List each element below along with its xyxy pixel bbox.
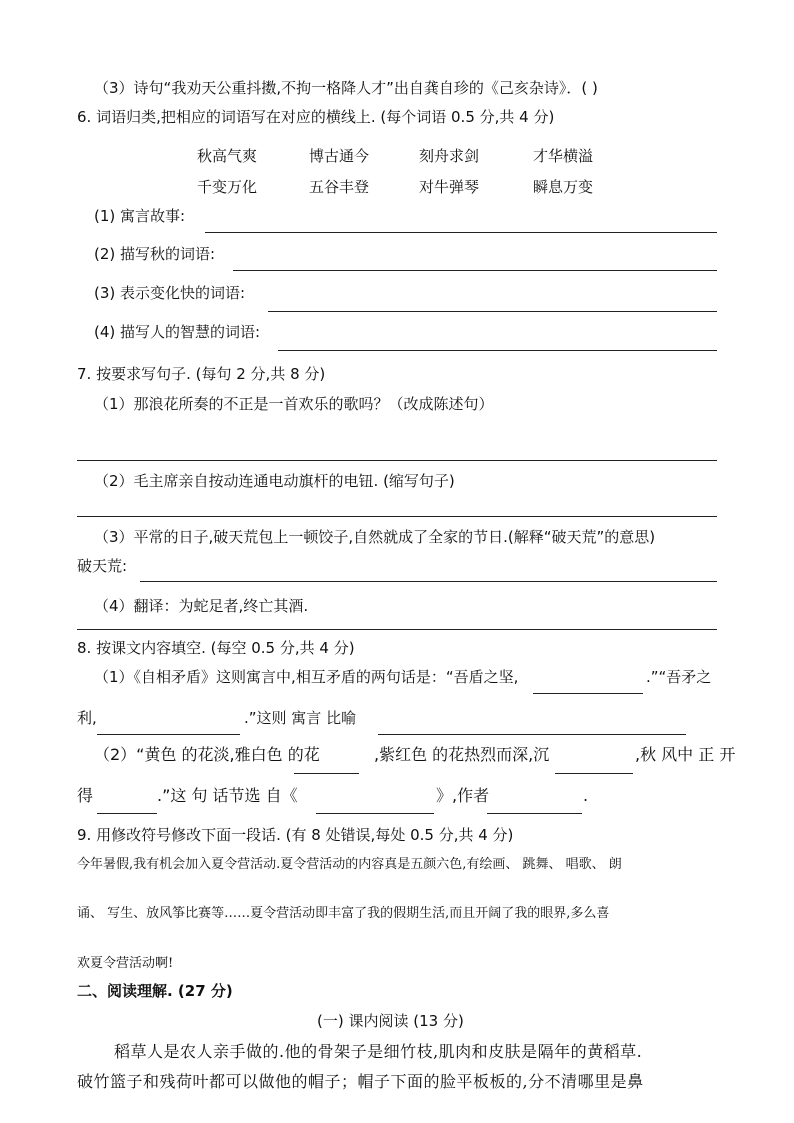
q8-line-4b: .”这 句 话节选 自《 (157, 786, 298, 805)
blank-line[interactable] (97, 813, 157, 814)
answer-line[interactable] (233, 270, 717, 271)
blank-line[interactable] (555, 773, 633, 774)
answer-line[interactable] (77, 460, 717, 461)
q6-item-4: (4) 描写人的智慧的词语: (94, 323, 261, 341)
q9-paragraph-line: 欢夏令营活动啊! (77, 956, 174, 971)
blank-line[interactable] (378, 734, 686, 735)
answer-line[interactable] (77, 516, 717, 517)
q6-item-3: (3) 表示变化快的词语: (94, 284, 246, 302)
q8-line-4c: 》,作者 (436, 786, 490, 805)
word-item: 五谷丰登 (309, 178, 370, 196)
word-item: 博古通今 (309, 147, 370, 165)
question-6-title: 6. 词语归类,把相应的词语写在对应的横线上. (每个词语 0.5 分,共 4 分) (77, 108, 555, 126)
question-8-title: 8. 按课文内容填空. (每空 0.5 分,共 4 分) (77, 639, 355, 657)
word-item: 对牛弹琴 (419, 178, 480, 196)
blank-line[interactable] (294, 773, 359, 774)
q8-line-4a: 得 (77, 786, 94, 805)
answer-line[interactable] (77, 629, 717, 630)
q8-line-3b: ,紫红色 的花热烈而深,沉 (374, 745, 550, 764)
q7-sentence-2: （2）毛主席亲自按动连通电动旗杆的电钮. (缩写句子) (94, 472, 455, 490)
reading-paragraph-line: 稻草人是农人亲手做的.他的骨架子是细竹枝,肌肉和皮肤是隔年的黄稻草. (114, 1042, 643, 1061)
answer-line[interactable] (278, 350, 717, 351)
q7-sentence-3: （3）平常的日子,破天荒包上一顿饺子,自然就成了全家的节日.(解释“破天荒”的意思) (94, 528, 656, 546)
word-bank (197, 145, 643, 197)
question-7-title: 7. 按要求写句子. (每句 2 分,共 8 分) (77, 365, 326, 383)
blank-line[interactable] (316, 813, 434, 814)
word-item: 秋高气爽 (197, 147, 258, 165)
q8-line-3c: ,秋 风中 正 开 (635, 745, 736, 764)
q8-line-2a: 利, (77, 709, 97, 727)
q8-line-2b: .”这则 寓言 比喻 (244, 709, 357, 727)
q8-line-1a: （1）《自相矛盾》这则寓言中,相互矛盾的两句话是：“吾盾之坚, (94, 668, 519, 686)
q9-paragraph-line: 诵、 写生、放风筝比赛等……夏令营活动即丰富了我的假期生活,而且开阔了我的眼界,多么喜 (77, 906, 610, 921)
answer-line[interactable] (140, 581, 717, 582)
q8-line-4d: . (583, 786, 589, 805)
q8-line-3a: （2）“黄色 的花淡,雅白色 的花 (94, 745, 320, 764)
word-item: 瞬息万变 (533, 178, 594, 196)
answer-line[interactable] (205, 232, 717, 233)
word-item: 才华横溢 (533, 147, 594, 165)
q9-paragraph-line: 今年暑假,我有机会加入夏令营活动.夏令营活动的内容真是五颜六色,有绘画、 跳舞、 唱歌、 朗 (77, 857, 622, 872)
q7-sentence-3-label: 破天荒: (77, 557, 128, 575)
q6-item-2: (2) 描写秋的词语: (94, 245, 216, 263)
answer-line[interactable] (268, 311, 717, 312)
question-9-title: 9. 用修改符号修改下面一段话. (有 8 处错误,每处 0.5 分,共 4 分) (77, 826, 514, 844)
q7-sentence-4: （4）翻译：为蛇足者,终亡其酒. (94, 597, 309, 615)
section-2-subtitle: (一) 课内阅读 (13 分) (317, 1012, 464, 1030)
q7-sentence-1: （1）那浪花所奏的不正是一首欢乐的歌吗？（改成陈述句） (94, 395, 494, 413)
q8-line-1b: .”“吾矛之 (646, 668, 712, 686)
blank-line[interactable] (487, 813, 582, 814)
blank-line[interactable] (97, 734, 240, 735)
reading-paragraph-line: 破竹篮子和残荷叶都可以做他的帽子；帽子下面的脸平板板的,分不清哪里是鼻 (77, 1072, 644, 1091)
word-item: 千变万化 (197, 178, 258, 196)
q6-item-1: (1) 寓言故事: (94, 207, 186, 225)
question-5-3: （3）诗句“我劝天公重抖擞,不拘一格降人才”出自龚自珍的《己亥杂诗》．( ) (94, 79, 598, 97)
blank-line[interactable] (533, 693, 643, 694)
section-2-title: 二、阅读理解. (27 分) (77, 982, 233, 1000)
word-item: 刻舟求剑 (419, 147, 480, 165)
